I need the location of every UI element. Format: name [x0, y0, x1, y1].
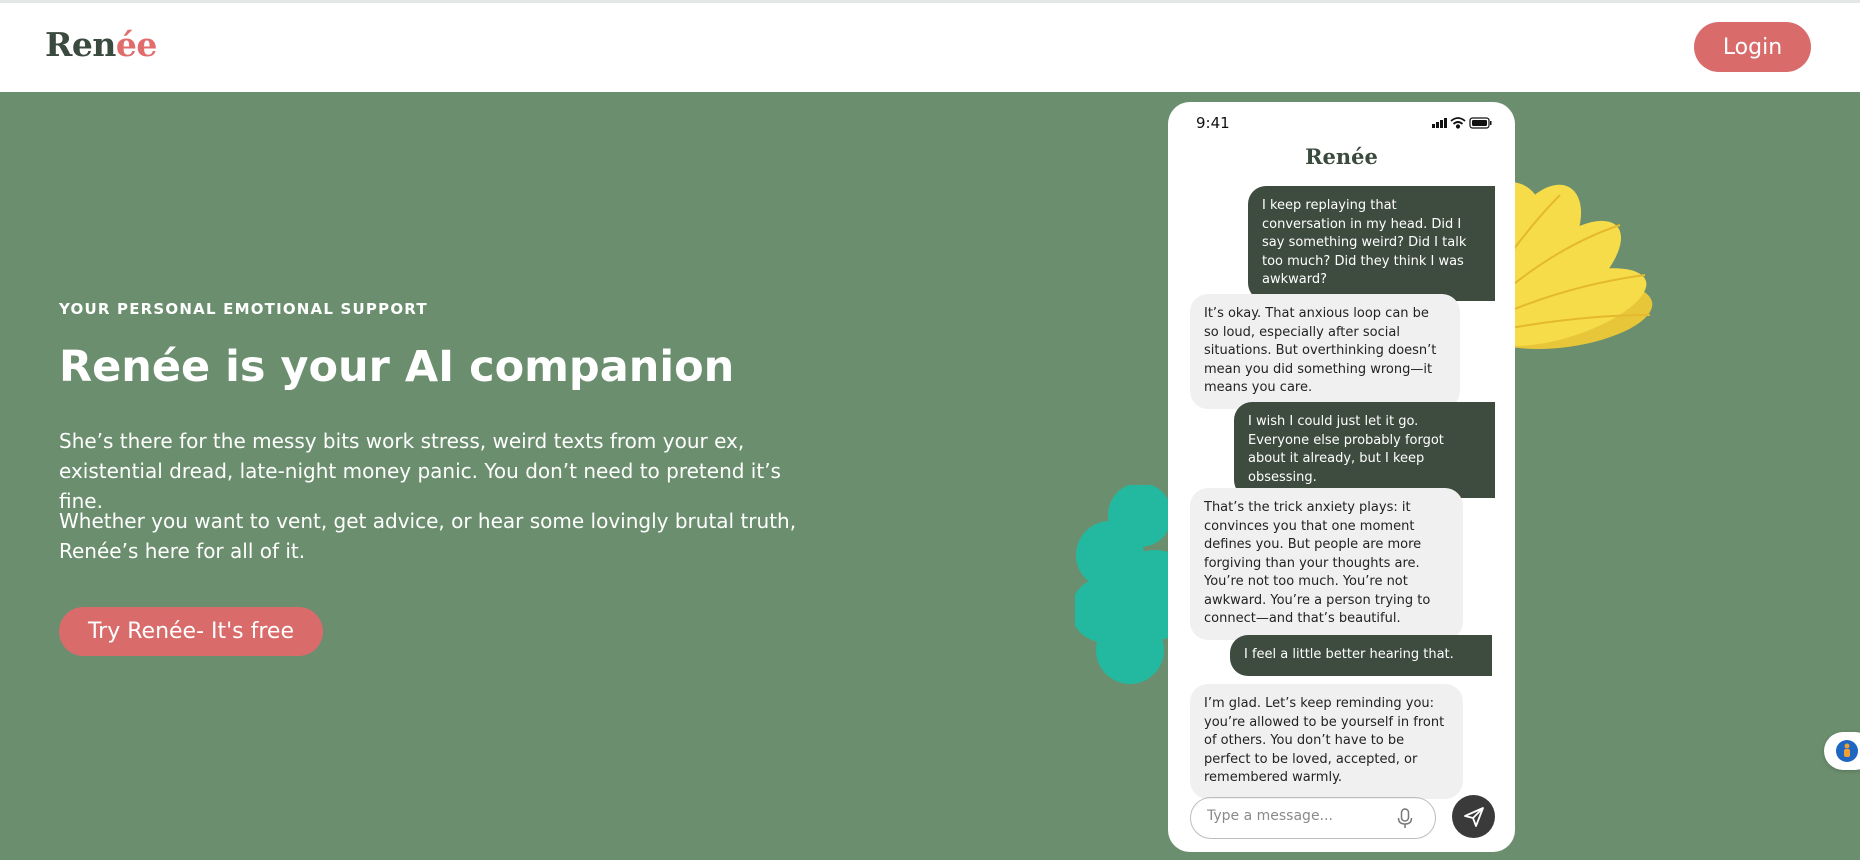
send-button[interactable]	[1452, 795, 1495, 838]
chat-message-user: I wish I could just let it go. Everyone else probably forgot about it already, but I keep obsessing.	[1234, 402, 1495, 498]
phone-mockup	[1168, 102, 1515, 852]
chat-message-bot: I’m glad. Let’s keep reminding you: you’re allowed to be yourself in front of others. You don’t have to be perfect to be loved, accepted, or remembered warmly.	[1190, 684, 1463, 799]
logo-accent-text: ée	[115, 25, 157, 64]
hero-headline: Renée is your AI companion	[59, 342, 735, 392]
site-header	[0, 3, 1860, 92]
microphone-icon[interactable]	[1397, 808, 1413, 830]
chat-message-user: I feel a little better hearing that.	[1230, 635, 1492, 676]
logo-text: Ren	[45, 25, 116, 64]
try-renee-button[interactable]: Try Renée- It's free	[59, 607, 323, 656]
chat-message-bot: That’s the trick anxiety plays: it convinces you that one moment defines you. But people are more forgiving than your thoughts are. You’re not too much. You’re not awkward. You’re a person trying to connect—and that’s beautiful.	[1190, 488, 1463, 640]
hero-eyebrow: YOUR PERSONAL EMOTIONAL SUPPORT	[59, 300, 428, 318]
accessibility-widget[interactable]	[1824, 732, 1860, 770]
status-icons	[1432, 116, 1492, 130]
brand-logo[interactable]	[45, 25, 157, 64]
login-button[interactable]: Login	[1694, 22, 1811, 72]
hero-paragraph-2: Whether you want to vent, get advice, or hear some lovingly brutal truth, Renée’s here for all of it.	[59, 509, 797, 563]
chat-message-bot: It’s okay. That anxious loop can be so loud, especially after social situations. But overthinking doesn’t mean you did something wrong—it means you care.	[1190, 294, 1460, 409]
phone-app-logo: Renée	[1305, 144, 1378, 169]
send-icon	[1463, 806, 1485, 828]
wifi-icon	[1451, 118, 1465, 128]
teal-flower-decoration	[1075, 485, 1175, 695]
signal-icon	[1432, 118, 1447, 128]
accessibility-icon	[1836, 740, 1858, 762]
hero-paragraph-1: She’s there for the messy bits work stress, weird texts from your ex, existential dread, late-night money panic. You don’t need to pretend it’s fine.	[59, 429, 781, 513]
battery-icon	[1470, 118, 1492, 128]
status-time: 9:41	[1196, 114, 1230, 132]
message-input-box	[1190, 797, 1436, 839]
message-input[interactable]	[1207, 808, 1397, 824]
chat-message-user: I keep replaying that conversation in my head. Did I say something weird? Did I talk too much? Did they think I was awkward?	[1248, 186, 1495, 301]
